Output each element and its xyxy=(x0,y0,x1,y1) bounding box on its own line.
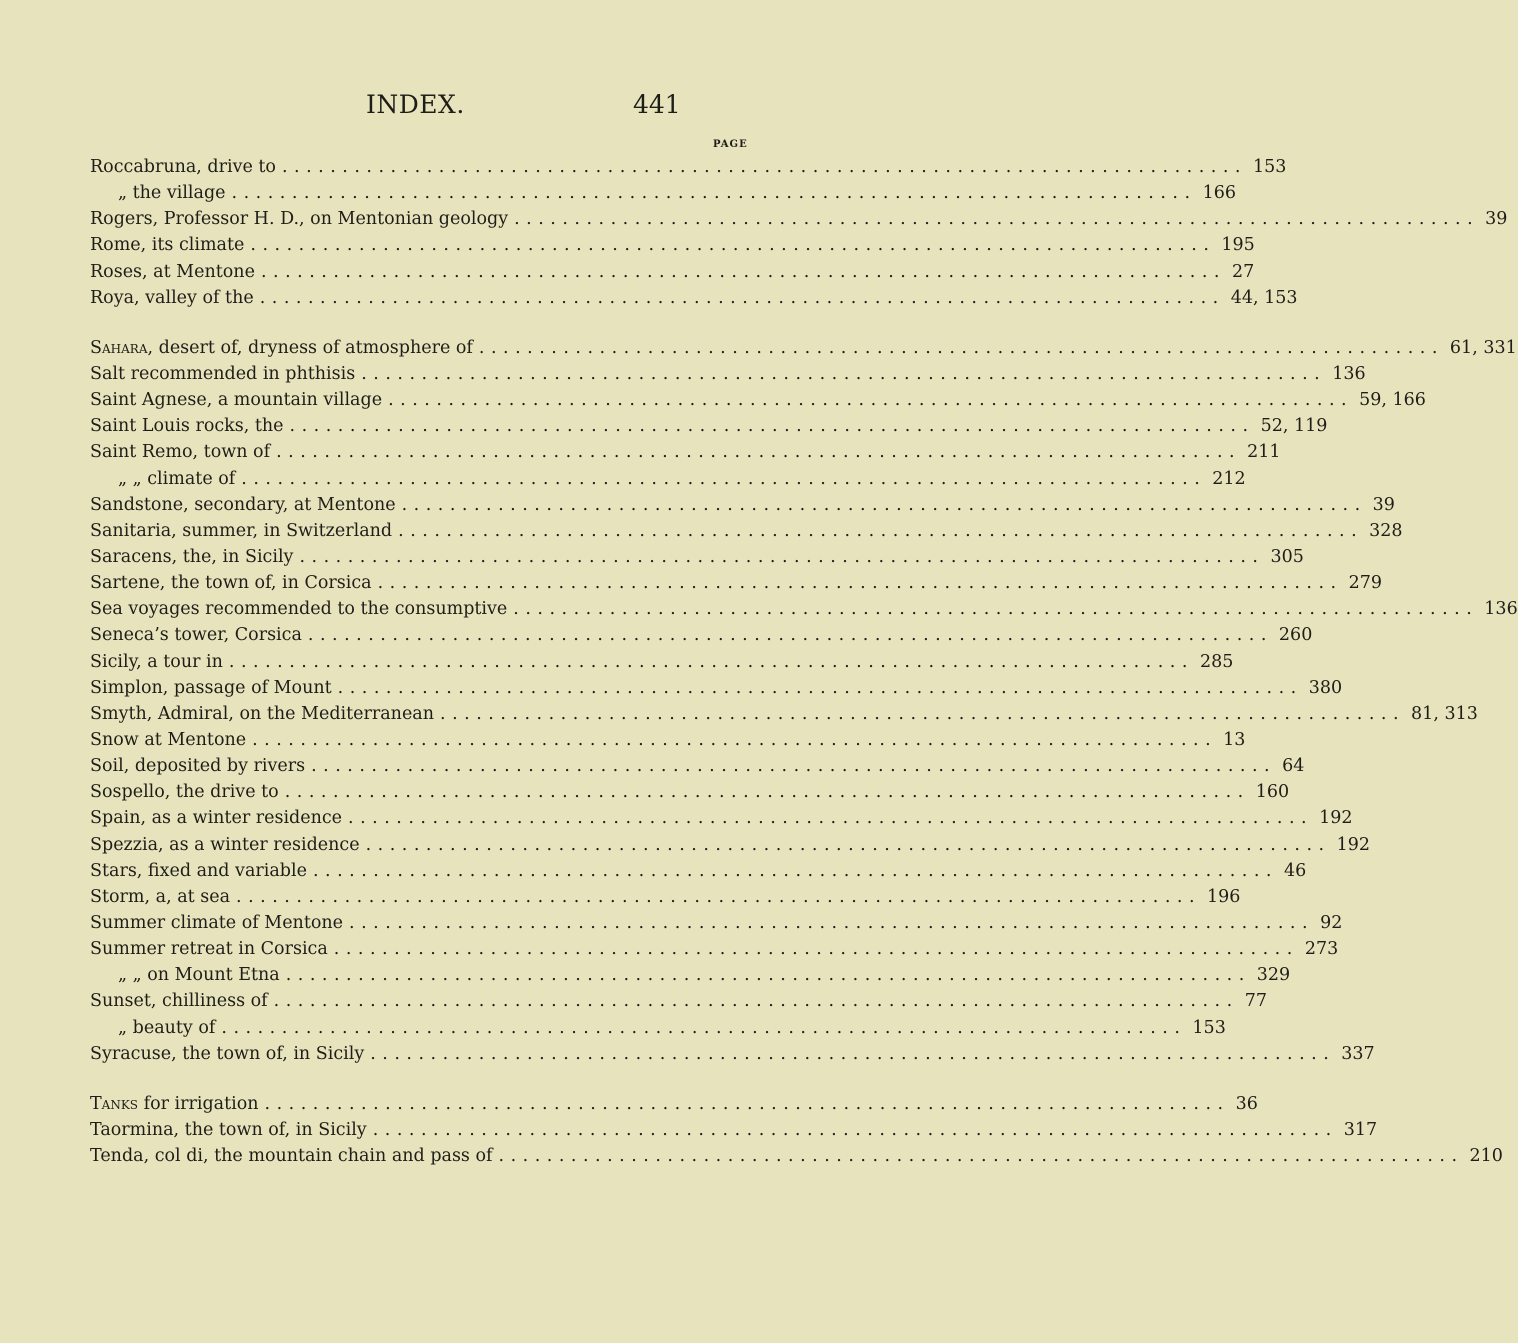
entry-text: Salt recommended in phthisis xyxy=(90,363,356,384)
index-entry xyxy=(90,884,1241,910)
entry-page-ref: 77 xyxy=(1244,991,1267,1012)
dot-leader: ................................................................................ xyxy=(361,363,1327,384)
entry-page-ref: 136 xyxy=(1332,363,1366,384)
page-column-label: PAGE xyxy=(713,139,748,150)
entry-text: Smyth, Admiral, on the Mediterranean xyxy=(90,703,435,724)
dot-leader: ................................................................................ xyxy=(281,157,1247,177)
entry-text: Summer retreat in Corsica xyxy=(90,939,328,960)
index-entry xyxy=(90,259,1255,285)
dot-leader: ................................................................................ xyxy=(260,261,1226,282)
entry-headword: Tanks xyxy=(90,1093,139,1114)
dot-leader: ................................................................................ xyxy=(276,442,1242,463)
dot-leader: ................................................................................ xyxy=(228,651,1194,672)
index-entry xyxy=(90,675,1343,701)
entry-text: Sanitaria, summer, in Switzerland xyxy=(90,520,393,541)
entry-page-ref: 328 xyxy=(1369,520,1403,541)
dot-leader: ................................................................................ xyxy=(398,520,1364,541)
entry-text: Soil, deposited by rivers xyxy=(90,756,306,777)
entry-page-ref: 195 xyxy=(1221,235,1255,256)
entry-page-ref: 136 xyxy=(1484,599,1518,620)
entry-text: Simplon, passage of Mount xyxy=(90,677,332,698)
entry-page-ref: 153 xyxy=(1253,157,1287,177)
entry-page-ref: 36 xyxy=(1235,1093,1258,1114)
entry-page-ref: 211 xyxy=(1247,442,1281,463)
entry-text: „ the village xyxy=(118,183,226,204)
index-entry xyxy=(90,206,1508,232)
dot-leader: ................................................................................ xyxy=(514,209,1480,230)
entry-text: Saint Remo, town of xyxy=(90,442,271,463)
entry-text: „ „ climate of xyxy=(118,468,236,489)
index-entry xyxy=(90,1041,1375,1067)
dot-leader: ................................................................................ xyxy=(285,965,1251,986)
running-title: INDEX. xyxy=(366,90,465,119)
dot-leader: ................................................................................ xyxy=(307,625,1273,646)
index-entry xyxy=(90,649,1234,675)
entry-page-ref: 279 xyxy=(1348,573,1383,594)
dot-leader: ................................................................................ xyxy=(252,729,1218,750)
index-entry xyxy=(90,622,1313,648)
entry-page-ref: 46 xyxy=(1283,860,1307,881)
index-entry xyxy=(90,518,1403,544)
page-header xyxy=(0,90,800,130)
index-group xyxy=(90,154,1508,311)
entry-page-ref: 160 xyxy=(1255,782,1290,803)
dot-leader: ................................................................................ xyxy=(513,599,1479,620)
index-entry xyxy=(90,492,1395,518)
entry-page-ref: 44, 153 xyxy=(1230,287,1298,308)
entry-text: Snow at Mentone xyxy=(90,729,247,750)
entry-page-ref: 260 xyxy=(1278,625,1313,646)
dot-leader: ................................................................................ xyxy=(250,235,1216,256)
entry-text: Sartene, the town of, in Corsica xyxy=(90,573,372,594)
dot-leader: ................................................................................ xyxy=(289,416,1255,437)
index-group xyxy=(90,1091,1503,1169)
index-entry xyxy=(90,936,1339,962)
entry-text: Taormina, the town of, in Sicily xyxy=(90,1119,367,1140)
entry-page-ref: 59, 166 xyxy=(1359,390,1426,411)
entry-text: „ „ on Mount Etna xyxy=(118,965,280,986)
dot-leader: ................................................................................ xyxy=(370,1043,1336,1064)
entry-page-ref: 92 xyxy=(1320,912,1343,933)
index-entry xyxy=(90,544,1304,570)
dot-leader: ................................................................................ xyxy=(311,756,1277,777)
entry-page-ref: 39 xyxy=(1485,209,1508,230)
dot-leader: ................................................................................ xyxy=(388,390,1354,411)
entry-text: Roses, at Mentone xyxy=(90,261,255,282)
index-entry xyxy=(90,1091,1258,1117)
dot-leader: ................................................................................ xyxy=(401,494,1367,515)
dot-leader: ................................................................................ xyxy=(231,183,1197,204)
index-entry xyxy=(90,805,1353,831)
dot-leader: ................................................................................ xyxy=(440,703,1406,724)
entry-page-ref: 305 xyxy=(1270,546,1304,567)
index-entries xyxy=(90,154,1518,1193)
index-group xyxy=(90,335,1518,1067)
dot-leader: ................................................................................ xyxy=(312,860,1278,881)
entry-text: Saint Louis rocks, the xyxy=(90,416,284,437)
entry-text: Storm, a, at sea xyxy=(90,886,230,907)
dot-leader: ................................................................................ xyxy=(498,1146,1464,1167)
entry-text: Rome, its climate xyxy=(90,235,245,256)
entry-page-ref: 192 xyxy=(1319,808,1353,829)
entry-text: Summer climate of Mentone xyxy=(90,912,344,933)
entry-text: Roccabruna, drive to xyxy=(90,157,276,177)
index-entry xyxy=(90,180,1236,206)
dot-leader: ................................................................................ xyxy=(299,546,1265,567)
dot-leader: ................................................................................ xyxy=(349,912,1315,933)
dot-leader: ................................................................................ xyxy=(365,834,1331,855)
index-entry xyxy=(90,727,1246,753)
index-entry xyxy=(90,570,1383,596)
entry-page-ref: 212 xyxy=(1212,468,1246,489)
entry-text: Seneca’s tower, Corsica xyxy=(90,625,302,646)
index-entry xyxy=(90,1143,1503,1169)
dot-leader: ................................................................................ xyxy=(337,677,1303,698)
index-entry xyxy=(90,154,1287,180)
entry-text: Sospello, the drive to xyxy=(90,782,279,803)
entry-text: Rogers, Professor H. D., on Mentonian geology xyxy=(90,209,509,230)
index-entry xyxy=(90,832,1371,858)
entry-page-ref: 166 xyxy=(1202,183,1236,204)
entry-text: Syracuse, the town of, in Sicily xyxy=(90,1043,365,1064)
index-entry xyxy=(90,466,1246,492)
index-entry xyxy=(90,387,1426,413)
entry-page-ref: 329 xyxy=(1256,965,1291,986)
dot-leader: ................................................................................ xyxy=(372,1119,1338,1140)
dot-leader: ................................................................................ xyxy=(377,573,1343,594)
dot-leader: ................................................................................ xyxy=(241,468,1207,489)
index-entry xyxy=(90,910,1343,936)
entry-headword: Sahara, xyxy=(90,337,154,358)
entry-page-ref: 153 xyxy=(1192,1017,1226,1038)
entry-page-ref: 52, 119 xyxy=(1260,416,1328,437)
dot-leader: ................................................................................ xyxy=(333,939,1299,960)
dot-leader: ................................................................................ xyxy=(284,782,1250,803)
entry-text xyxy=(90,1091,259,1117)
entry-page-ref: 81, 313 xyxy=(1411,703,1478,724)
index-entry xyxy=(90,413,1328,439)
entry-page-ref: 39 xyxy=(1372,494,1395,515)
entry-page-ref: 196 xyxy=(1207,886,1241,907)
entry-page-ref: 380 xyxy=(1308,677,1343,698)
index-entry xyxy=(90,596,1518,622)
entry-text: Sunset, chilliness of xyxy=(90,991,268,1012)
entry-page-ref: 61, 331 xyxy=(1449,337,1517,358)
entry-page-ref: 337 xyxy=(1341,1043,1375,1064)
entry-description: for irrigation xyxy=(138,1093,259,1114)
dot-leader: ................................................................................ xyxy=(273,991,1239,1012)
entry-text: Spain, as a winter residence xyxy=(90,808,343,829)
entry-text: Saint Agnese, a mountain village xyxy=(90,390,383,411)
entry-text: Tenda, col di, the mountain chain and pass of xyxy=(90,1146,493,1167)
dot-leader: ................................................................................ xyxy=(478,337,1444,358)
entry-text: Stars, fixed and variable xyxy=(90,860,307,881)
entry-text: Sandstone, secondary, at Mentone xyxy=(90,494,396,515)
index-entry xyxy=(90,335,1517,361)
entry-page-ref: 273 xyxy=(1304,939,1339,960)
index-entry xyxy=(90,232,1255,258)
entry-page-ref: 210 xyxy=(1469,1146,1503,1167)
entry-text: Saracens, the, in Sicily xyxy=(90,546,294,567)
entry-page-ref: 13 xyxy=(1223,729,1246,750)
index-entry xyxy=(90,858,1307,884)
entry-text: Roya, valley of the xyxy=(90,287,254,308)
entry-page-ref: 27 xyxy=(1231,261,1255,282)
entry-page-ref: 285 xyxy=(1199,651,1234,672)
index-entry xyxy=(90,701,1478,727)
index-entry xyxy=(90,1015,1226,1041)
index-entry xyxy=(90,988,1267,1014)
index-entry xyxy=(90,285,1298,311)
entry-text: „ beauty of xyxy=(118,1017,216,1038)
entry-text xyxy=(90,335,473,361)
dot-leader: ................................................................................ xyxy=(259,287,1225,308)
index-entry xyxy=(90,753,1305,779)
entry-page-ref: 192 xyxy=(1336,834,1371,855)
dot-leader: ................................................................................ xyxy=(236,886,1202,907)
dot-leader: ................................................................................ xyxy=(264,1093,1230,1114)
dot-leader: ................................................................................ xyxy=(221,1017,1187,1038)
entry-page-ref: 317 xyxy=(1343,1119,1378,1140)
entry-text: Spezzia, as a winter residence xyxy=(90,834,360,855)
entry-description: desert of, dryness of atmosphere of xyxy=(153,337,473,358)
index-entry xyxy=(90,962,1291,988)
entry-text: Sea voyages recommended to the consumptive xyxy=(90,599,508,620)
entry-text: Sicily, a tour in xyxy=(90,651,223,672)
index-entry xyxy=(90,779,1290,805)
entry-page-ref: 64 xyxy=(1282,756,1305,777)
index-entry xyxy=(90,439,1281,465)
page-number: 441 xyxy=(633,90,681,119)
index-entry xyxy=(90,1117,1378,1143)
dot-leader: ................................................................................ xyxy=(348,808,1314,829)
index-entry xyxy=(90,361,1366,387)
